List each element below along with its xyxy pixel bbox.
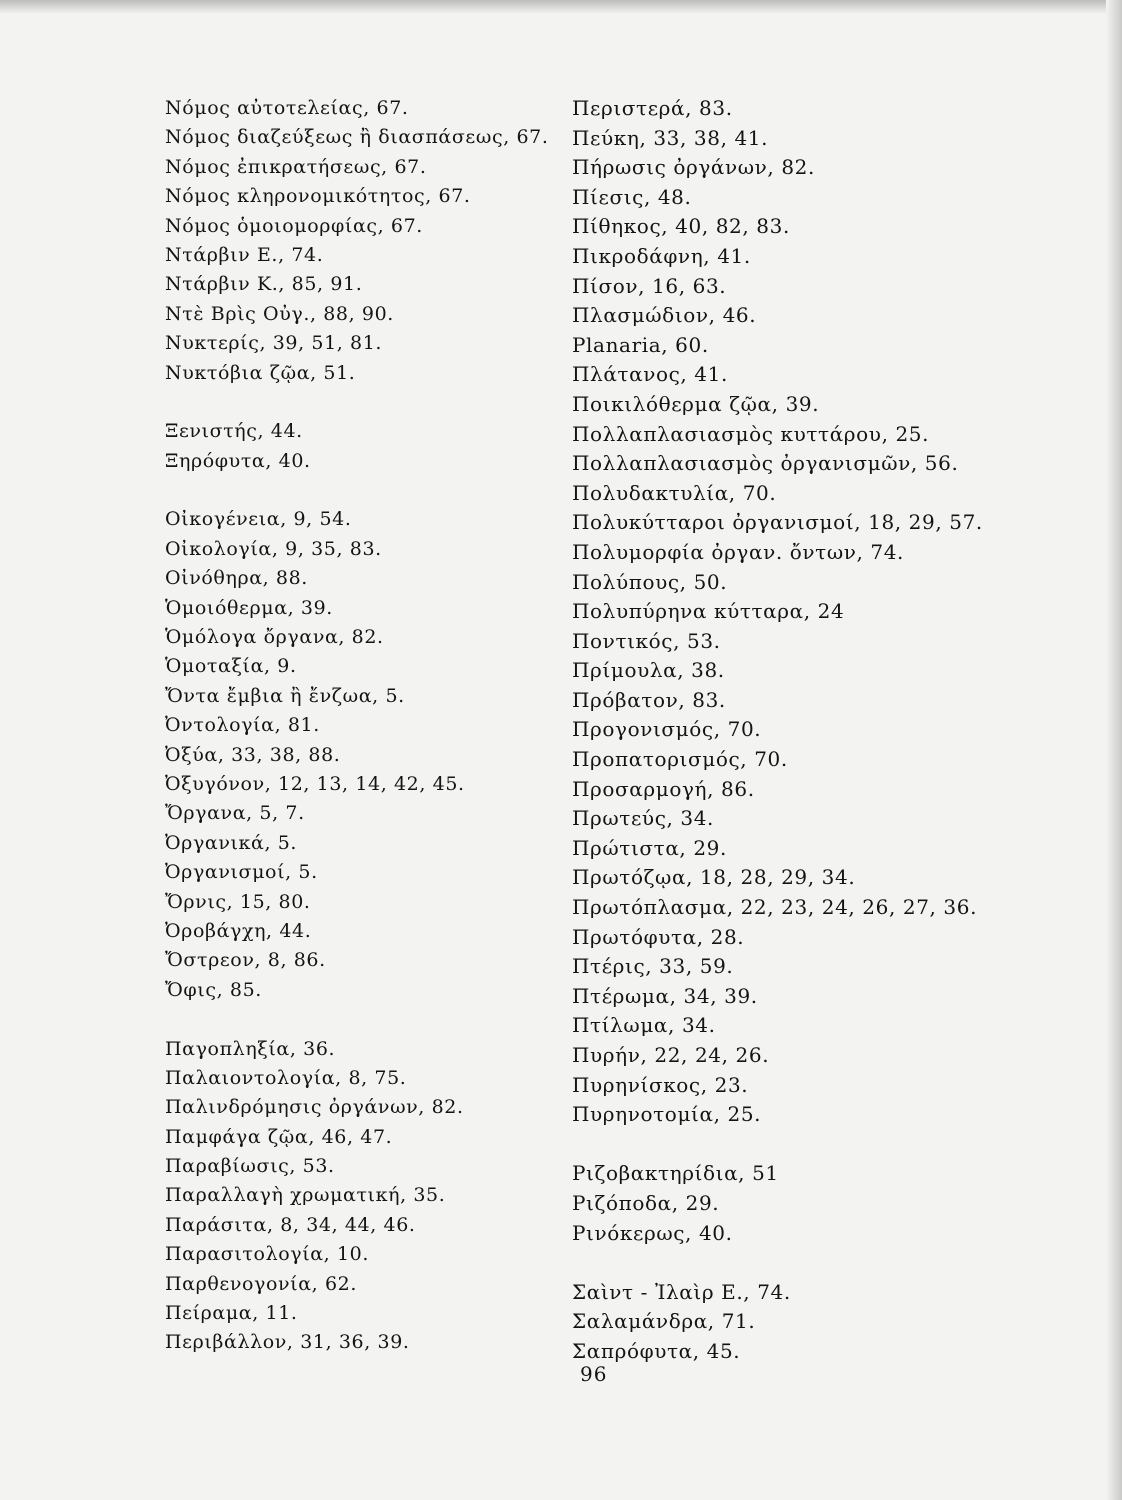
index-entry: Πολύπους, 50.: [572, 569, 728, 594]
index-entry: Πολλαπλασιασμὸς ὀργανισμῶν, 56.: [572, 451, 959, 476]
group-spacer: [165, 388, 565, 417]
index-entry: Ριζοβακτηρίδια, 51: [572, 1161, 779, 1186]
index-entry: Ὀντολογία, 81.: [165, 714, 320, 737]
index-entry: Ὄργανα, 5, 7.: [165, 802, 305, 825]
index-entry: Ὄρνις, 15, 80.: [165, 890, 311, 913]
index-entry: Πρωτόπλασμα, 22, 23, 24, 26, 27, 36.: [572, 895, 978, 920]
index-entry: Σαπρόφυτα, 45.: [572, 1338, 741, 1363]
index-entry: Περιβάλλον, 31, 36, 39.: [165, 1331, 410, 1354]
index-entry: Ρινόκερως, 40.: [572, 1220, 733, 1245]
index-entry: Πρώτιστα, 29.: [572, 835, 727, 860]
index-entry: Ποικιλόθερμα ζῷα, 39.: [572, 391, 820, 416]
index-entry: Πρωτόφυτα, 28.: [572, 924, 745, 949]
page-edge-shadow-top: [0, 0, 1122, 14]
index-entry: Πλάτανος, 41.: [572, 362, 728, 387]
index-entry: Παλαιοντολογία, 8, 75.: [165, 1066, 407, 1089]
index-entry: Νόμος διαζεύξεως ἢ διασπάσεως, 67.: [165, 126, 549, 149]
index-entry: Ὀξυγόνον, 12, 13, 14, 42, 45.: [165, 772, 465, 795]
index-entry: Ὀργανισμοί, 5.: [165, 861, 318, 884]
index-entry: Ὁμοιόθερμα, 39.: [165, 596, 333, 619]
index-entry: Παραλλαγὴ χρωματική, 35.: [165, 1184, 446, 1207]
index-entry: Ὀροβάγχη, 44.: [165, 919, 312, 942]
group-spacer: [165, 1005, 565, 1034]
index-entry: Πτέρις, 33, 59.: [572, 954, 734, 979]
index-entry: Πλασμώδιον, 46.: [572, 303, 757, 328]
index-entry: Ὄστρεον, 8, 86.: [165, 949, 326, 972]
index-entry: Νυκτόβια ζῷα, 51.: [165, 361, 356, 384]
index-entry: Πεύκη, 33, 38, 41.: [572, 125, 769, 150]
index-entry: Σαλαμάνδρα, 71.: [572, 1309, 756, 1334]
group-spacer: [572, 1130, 1032, 1160]
index-entry: Παλινδρόμησις ὀργάνων, 82.: [165, 1096, 464, 1119]
group-spacer: [165, 476, 565, 505]
page-number: 96: [580, 1362, 608, 1386]
index-entry: Νυκτερίς, 39, 51, 81.: [165, 332, 383, 355]
index-entry: Πτέρωμα, 34, 39.: [572, 983, 758, 1008]
index-entry: Νόμος αὐτοτελείας, 67.: [165, 97, 409, 119]
index-entry: Προπατορισμός, 70.: [572, 747, 788, 772]
index-entry: Οἰκογένεια, 9, 54.: [165, 508, 352, 531]
index-entry: Πίσον, 16, 63.: [572, 273, 727, 298]
index-entry: Παρασιτολογία, 10.: [165, 1243, 369, 1266]
index-entry: Πολλαπλασιασμὸς κυττάρου, 25.: [572, 421, 930, 446]
index-entry: Ὁμοταξία, 9.: [165, 655, 297, 678]
index-column-left: [165, 94, 565, 1358]
index-entry: Ποντικός, 53.: [572, 628, 721, 653]
index-entry: Πρίμουλα, 38.: [572, 658, 725, 683]
index-entry: Νόμος ὁμοιομορφίας, 67.: [165, 214, 423, 237]
index-entry: Ὀξύα, 33, 38, 88.: [165, 743, 341, 766]
index-entry: Planaria, 60.: [572, 332, 709, 357]
group-spacer: [572, 1248, 1032, 1278]
index-entry: Ξενιστής, 44.: [165, 420, 303, 443]
index-entry: Ὁμόλογα ὄργανα, 82.: [165, 626, 384, 649]
index-entry: Πείραμα, 11.: [165, 1302, 298, 1325]
index-entry: Ὄντα ἔμβια ἢ ἔνζωα, 5.: [165, 684, 405, 707]
index-entry: Πολυδακτυλία, 70.: [572, 480, 777, 505]
index-entry: Νόμος ἐπικρατήσεως, 67.: [165, 155, 427, 178]
index-column-right: [572, 94, 1032, 1367]
index-entry: Πτίλωμα, 34.: [572, 1013, 716, 1038]
page-edge-shadow-right: [1106, 0, 1122, 1500]
index-entry: Παρθενογονία, 62.: [165, 1272, 357, 1295]
index-entry: Προγονισμός, 70.: [572, 717, 762, 742]
index-entry: Παράσιτα, 8, 34, 44, 46.: [165, 1213, 416, 1236]
index-entry: Ντὲ Βρὶς Οὐγ., 88, 90.: [165, 302, 394, 325]
index-entry: Πολυπύρηνα κύτταρα, 24: [572, 599, 845, 624]
index-entry: Πικροδάφνη, 41.: [572, 243, 751, 268]
index-entry: Προσαρμογή, 86.: [572, 776, 755, 801]
index-entry: Πυρηνίσκος, 23.: [572, 1072, 749, 1097]
index-entry: Οἰκολογία, 9, 35, 83.: [165, 537, 382, 560]
index-entry: Οἰνόθηρα, 88.: [165, 567, 308, 590]
index-entry: Ξηρόφυτα, 40.: [165, 449, 311, 472]
index-entry: Πρωτόζῳα, 18, 28, 29, 34.: [572, 865, 856, 890]
index-entry: Ριζόποδα, 29.: [572, 1190, 720, 1215]
index-entry: Σαὶντ - Ἰλαὶρ Ε., 74.: [572, 1279, 791, 1304]
index-entry: Ὄφις, 85.: [165, 978, 262, 1001]
index-entry: Πρωτεύς, 34.: [572, 806, 715, 831]
index-entry: Ὀργανικά, 5.: [165, 831, 298, 854]
index-entry: Πυρηνοτομία, 25.: [572, 1102, 762, 1127]
index-entry: Παραβίωσις, 53.: [165, 1155, 335, 1178]
index-entry: Πολυκύτταροι ὀργανισμοί, 18, 29, 57.: [572, 510, 983, 535]
index-entry: Νόμος κληρονομικότητος, 67.: [165, 185, 471, 208]
index-entry: Ντάρβιν Ε., 74.: [165, 243, 324, 266]
index-entry: Πολυμορφία ὀργαν. ὄντων, 74.: [572, 539, 905, 564]
index-entry: Πυρήν, 22, 24, 26.: [572, 1043, 770, 1067]
index-entry: Ντάρβιν Κ., 85, 91.: [165, 273, 363, 296]
index-entry: Περιστερά, 83.: [572, 96, 733, 120]
index-entry: Παγοπληξία, 36.: [165, 1037, 336, 1060]
index-entry: Πίεσις, 48.: [572, 184, 692, 209]
index-entry: Πήρωσις ὀργάνων, 82.: [572, 155, 815, 180]
index-entry: Πρόβατον, 83.: [572, 687, 726, 712]
index-entry: Πίθηκος, 40, 82, 83.: [572, 214, 790, 239]
index-entry: Παμφάγα ζῷα, 46, 47.: [165, 1125, 393, 1148]
